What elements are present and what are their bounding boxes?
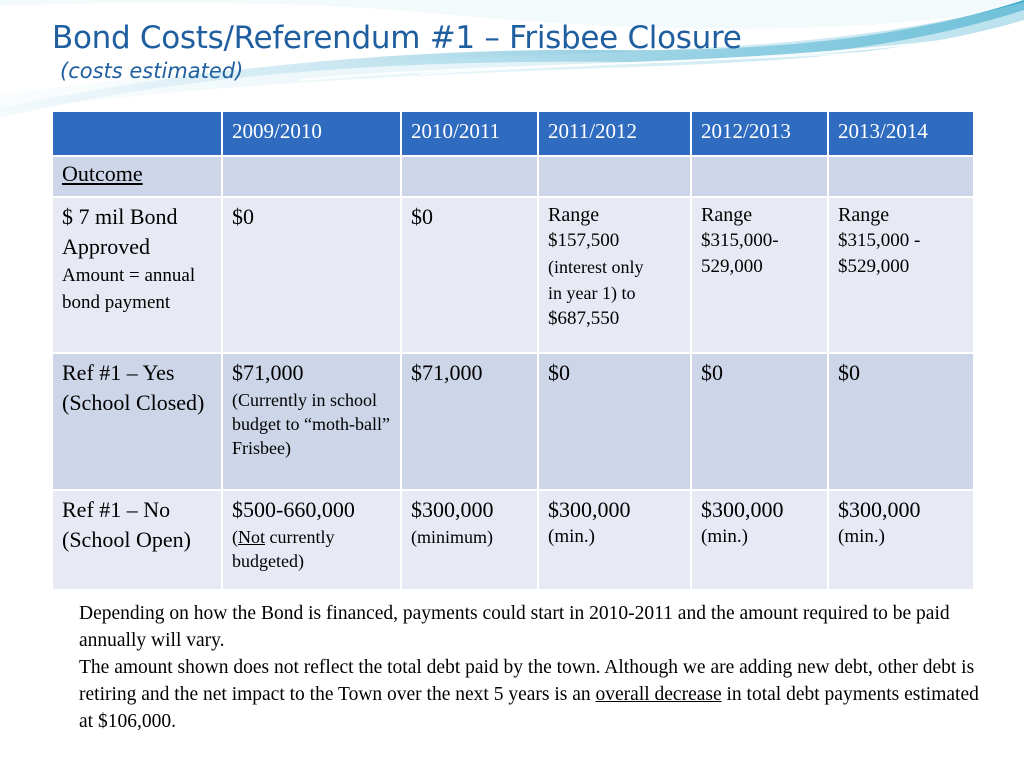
- table-cell: [401, 156, 538, 197]
- row-label: Ref #1 – No (School Open): [62, 497, 191, 552]
- cell-value: $300,000: [838, 497, 921, 522]
- bond-costs-table: [51, 110, 975, 591]
- cell-value: $71,000: [411, 360, 483, 385]
- footnote-underlined-text: overall decrease: [595, 684, 722, 705]
- cell-value: $0: [548, 360, 570, 385]
- table-cell: [401, 353, 538, 490]
- table-cell: [691, 490, 828, 590]
- outcome-label: Outcome: [62, 161, 143, 186]
- cell-value: $0: [838, 360, 860, 385]
- row-label-line: Approved: [62, 234, 150, 259]
- cell-note: (min.): [548, 526, 595, 547]
- cell-note: (min.): [701, 526, 748, 547]
- table-cell: [691, 156, 828, 197]
- header-cell-2011-2012: 2011/2012: [538, 111, 691, 156]
- cell-value: $500-660,000: [232, 497, 355, 522]
- cell-value: $71,000: [232, 360, 304, 385]
- cell-note: (min.): [838, 526, 885, 547]
- footnote-text: The amount shown does not reflect the total debt paid by the town. Although we are adding new debt, other debt is retiring and the net impact to the Town over the next 5 years is an: [79, 657, 975, 705]
- cell-line: in year 1) to: [548, 283, 636, 303]
- cell-value: $300,000: [411, 497, 494, 522]
- header-cell-2009-2010: 2009/2010: [222, 111, 401, 156]
- cell-line: (interest only: [548, 257, 644, 277]
- slide-subtitle: (costs estimated): [60, 59, 244, 83]
- row-label-cell: [52, 353, 222, 490]
- cell-line: 529,000: [701, 256, 763, 277]
- cell-note: (minimum): [411, 527, 493, 547]
- cell-value: $300,000: [701, 497, 784, 522]
- cell-note: [232, 525, 391, 573]
- note-rest: currently budgeted): [232, 527, 335, 571]
- cell-value: $0: [232, 204, 254, 229]
- table-cell: [828, 156, 974, 197]
- header-cell-2013-2014: 2013/2014: [828, 111, 974, 156]
- table-header-row: [52, 111, 974, 156]
- table-cell: [538, 156, 691, 197]
- cell-line: Range: [701, 204, 753, 226]
- table-cell: [538, 197, 691, 353]
- cell-line: Range: [838, 204, 890, 226]
- table-cell: [401, 197, 538, 353]
- table-cell: [538, 490, 691, 590]
- cell-line: $315,000 -: [838, 230, 921, 251]
- table-cell: [828, 490, 974, 590]
- footnotes: [79, 600, 979, 735]
- cell-value: $0: [701, 360, 723, 385]
- header-cell-empty: [52, 111, 222, 156]
- table-cell: [222, 156, 401, 197]
- footnote-text-end: in total debt payments estimated at $106,000.: [79, 684, 979, 732]
- table-cell: [222, 197, 401, 353]
- header-cell-2012-2013: 2012/2013: [691, 111, 828, 156]
- cell-note: (Currently in school budget to “moth-ball” Frisbee): [232, 390, 390, 458]
- cell-value: $0: [411, 204, 433, 229]
- slide-title: Bond Costs/Referendum #1 – Frisbee Closure: [52, 20, 742, 56]
- cell-line: $157,500: [548, 230, 620, 251]
- note-not-underlined: Not: [238, 527, 265, 547]
- row-label-cell: [52, 490, 222, 590]
- row-label-cell: [52, 156, 222, 197]
- row-label-line: $ 7 mil Bond: [62, 204, 178, 229]
- row-label: Ref #1 – Yes (School Closed): [62, 360, 205, 415]
- table-cell: [222, 490, 401, 590]
- slide-header: [52, 18, 742, 84]
- table-cell: [401, 490, 538, 590]
- table-cell: [828, 197, 974, 353]
- header-cell-2010-2011: 2010/2011: [401, 111, 538, 156]
- table-cell: [828, 353, 974, 490]
- table-row-ref1-no: [52, 490, 974, 590]
- cell-line: Range: [548, 204, 600, 226]
- row-label-note: Amount = annual bond payment: [62, 265, 196, 313]
- table-cell: [691, 353, 828, 490]
- cell-line: $529,000: [838, 256, 910, 277]
- table-cell: [538, 353, 691, 490]
- table-row-bond-approved: [52, 197, 974, 353]
- table-row-outcome: [52, 156, 974, 197]
- footnote-debt-impact: [79, 654, 979, 735]
- footnote-financing: Depending on how the Bond is financed, payments could start in 2010-2011 and the amount required to be paid annually will vary.: [79, 603, 950, 651]
- table-row-ref1-yes: [52, 353, 974, 490]
- cell-value: $300,000: [548, 497, 631, 522]
- table-cell: [691, 197, 828, 353]
- note-paren: (: [232, 527, 238, 547]
- cell-line: $687,550: [548, 308, 620, 329]
- cell-line: $315,000-: [701, 230, 779, 251]
- row-label-cell: [52, 197, 222, 353]
- table-cell: [222, 353, 401, 490]
